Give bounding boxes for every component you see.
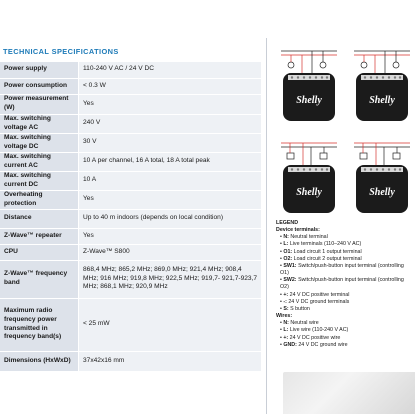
legend-desc: Load circuit 1 output terminal	[293, 248, 362, 255]
legend-code: -:	[283, 298, 287, 305]
spec-row	[0, 152, 261, 171]
spec-key: Z-Wave™ frequency band	[0, 260, 79, 298]
legend-desc: Neutral terminal	[290, 234, 328, 241]
spec-value: 10 A	[79, 171, 262, 190]
legend-desc: Switch/push-button input terminal (controlling O1)	[280, 262, 404, 277]
spec-key: Max. switching current DC	[0, 171, 79, 190]
legend-item	[276, 256, 412, 263]
spec-key: Z-Wave™ repeater	[0, 228, 79, 244]
spec-value: 240 V	[79, 114, 262, 133]
spec-key: Max. switching voltage DC	[0, 133, 79, 152]
spec-row	[0, 62, 261, 78]
legend-desc: Live wire (110-240 V AC)	[289, 327, 349, 334]
legend-code: N:	[283, 320, 289, 327]
legend-desc: Switch/push-button input terminal (controlling O2)	[280, 277, 404, 291]
spec-key: Max. switching voltage AC	[0, 114, 79, 133]
spec-row	[0, 351, 261, 371]
spec-key: Maximum radio frequency power transmitted in frequency band(s)	[0, 298, 79, 351]
spec-value: Z-Wave™ S800	[79, 244, 262, 260]
bullet-icon: •	[280, 291, 284, 298]
legend-code: +:	[283, 291, 289, 298]
bullet-icon: •	[280, 305, 284, 312]
legend-item	[276, 241, 412, 248]
bullet-icon: •	[280, 248, 284, 255]
legend-code: +:	[283, 334, 289, 341]
bullet-icon: •	[280, 255, 284, 262]
spec-row	[0, 228, 261, 244]
legend-item	[276, 234, 412, 241]
spec-table	[0, 62, 261, 372]
legend-desc: 24 V DC ground wire	[298, 341, 348, 348]
wires-heading: Wires:	[276, 313, 293, 320]
legend-code: N:	[283, 234, 289, 241]
spec-row	[0, 298, 261, 351]
spec-row	[0, 260, 261, 298]
spec-value: Yes	[79, 228, 262, 244]
spec-row	[0, 133, 261, 152]
spec-row	[0, 94, 261, 114]
legend-item	[276, 320, 412, 327]
legend-item	[276, 342, 412, 349]
spec-key: Power measurement (W)	[0, 94, 79, 114]
legend-item	[276, 306, 412, 313]
bullet-icon: •	[280, 320, 284, 327]
section-title: TECHNICAL SPECIFICATIONS	[3, 47, 119, 56]
spec-value: < 0.3 W	[79, 78, 262, 94]
device-terminals-heading: Device terminals:	[276, 227, 320, 234]
spec-key: Overheating protection	[0, 190, 79, 209]
wiring-diagram-ac-2	[350, 43, 414, 125]
legend-desc: Neutral wire	[290, 320, 319, 327]
spec-row	[0, 244, 261, 260]
brand-logo: Shelly	[369, 95, 395, 106]
brand-logo: Shelly	[369, 187, 395, 198]
bullet-icon: •	[280, 277, 284, 284]
brand-logo: Shelly	[296, 95, 322, 106]
legend-item	[276, 299, 412, 306]
column-divider	[266, 38, 267, 414]
spec-value: Yes	[79, 190, 262, 209]
spec-key: Dimensions (HxWxD)	[0, 351, 79, 371]
legend-code: O2:	[283, 255, 293, 262]
legend-desc: Load circuit 2 output terminal	[293, 255, 362, 262]
spec-key: Power supply	[0, 62, 79, 78]
spec-value: Yes	[79, 94, 262, 114]
wiring-diagram-dc-2	[350, 135, 414, 217]
spec-value: 10 A per channel, 16 A total, 18 A total peak	[79, 152, 262, 171]
legend-desc: Live terminals (110–240 V AC)	[289, 241, 362, 248]
brand-logo: Shelly	[296, 187, 322, 198]
legend-item	[276, 277, 412, 291]
wiring-panel	[271, 0, 415, 414]
bullet-icon: •	[280, 298, 284, 305]
legend-code: L:	[283, 241, 289, 248]
spec-row	[0, 209, 261, 228]
spec-key: Max. switching current AC	[0, 152, 79, 171]
legend	[276, 220, 412, 349]
legend-desc: S button	[290, 305, 310, 312]
legend-item	[276, 292, 412, 299]
bullet-icon: •	[280, 234, 284, 241]
legend-code: O1:	[283, 248, 293, 255]
spec-value: 30 V	[79, 133, 262, 152]
spec-row	[0, 171, 261, 190]
legend-code: L:	[283, 327, 289, 334]
spec-key: CPU	[0, 244, 79, 260]
legend-code: SW2:	[283, 277, 297, 284]
bullet-icon: •	[280, 262, 284, 269]
wiring-diagram-ac-1	[277, 43, 341, 125]
legend-desc: 24 V DC ground terminals	[288, 298, 350, 305]
device-terminals-list	[276, 234, 412, 313]
legend-item	[276, 335, 412, 342]
legend-code: SW1:	[283, 262, 297, 269]
spec-row	[0, 114, 261, 133]
spec-value: 110-240 V AC / 24 V DC	[79, 62, 262, 78]
legend-code: GND:	[283, 341, 297, 348]
bullet-icon: •	[280, 341, 284, 348]
legend-item	[276, 249, 412, 256]
bullet-icon: •	[280, 241, 284, 248]
spec-key: Power consumption	[0, 78, 79, 94]
product-photo	[283, 372, 415, 414]
legend-item	[276, 327, 412, 334]
bullet-icon: •	[280, 327, 284, 334]
legend-title: LEGEND	[276, 220, 299, 226]
wiring-diagram-dc-1	[277, 135, 341, 217]
legend-item	[276, 263, 412, 277]
spec-value: Up to 40 m indoors (depends on local condition)	[79, 209, 262, 228]
spec-row	[0, 78, 261, 94]
spec-key: Distance	[0, 209, 79, 228]
legend-desc: 24 V DC positive wire	[289, 334, 341, 341]
bullet-icon: •	[280, 334, 284, 341]
legend-desc: 24 V DC positive terminal	[289, 291, 350, 298]
spec-value: 868,4 MHz; 865,2 MHz; 869,0 MHz; 921,4 MHz; 908,4 MHz; 916 MHz; 919,8 MHz; 922,5 MHz; 919,7- 921,7-923,7 MHz; 868,1 MHz; 920,9 MHz	[79, 260, 262, 298]
legend-code: S:	[283, 305, 289, 312]
spec-value: < 25 mW	[79, 298, 262, 351]
spec-value: 37x42x16 mm	[79, 351, 262, 371]
spec-row	[0, 190, 261, 209]
wires-list	[276, 320, 412, 349]
